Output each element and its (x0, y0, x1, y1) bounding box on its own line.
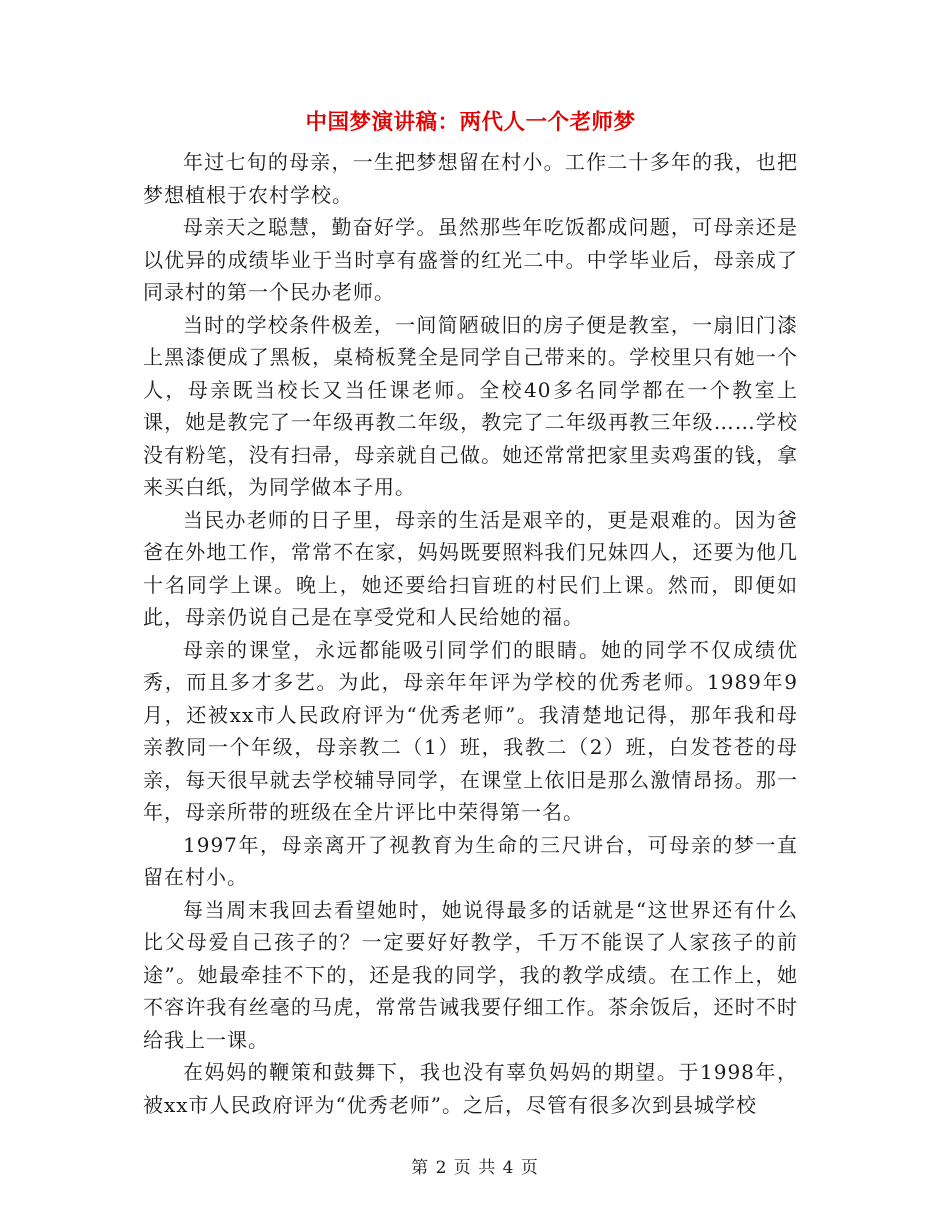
paragraph-3: 当时的学校条件极差，一间简陋破旧的房子便是教室，一扇旧门漆上黑漆便成了黑板，桌椅板凳全是同学自己带来的。学校里只有她一个人，母亲既当校长又当任课老师。全校40多名同学都在一个教室上课，她是教完了一年级再教二年级，教完了二年级再教三年级……学校没有粉笔，没有扫帚，母亲就自己做。她还常常把家里卖鸡蛋的钱，拿来买白纸，为同学做本子用。 (143, 312, 798, 499)
page-number-footer: 第 2 页 共 4 页 (411, 1158, 539, 1178)
document-title: 中国梦演讲稿：两代人一个老师梦 (305, 110, 636, 135)
paragraph-1: 年过七旬的母亲，一生把梦想留在村小。工作二十多年的我，也把梦想植根于农村学校。 (143, 150, 798, 207)
paragraph-6: 1997年，母亲离开了视教育为生命的三尺讲台，可母亲的梦一直留在村小。 (143, 832, 798, 889)
paragraph-7: 每当周末我回去看望她时，她说得最多的话就是“这世界还有什么比父母爱自己孩子的？一定要好好教学，千万不能误了人家孩子的前途”。她最牵挂不下的，还是我的同学，我的教学成绩。在工作上，她不容许我有丝毫的马虎，常常告诫我要仔细工作。茶余饭后，还时不时给我上一课。 (143, 897, 798, 1052)
paragraph-2: 母亲天之聪慧，勤奋好学。虽然那些年吃饭都成问题，可母亲还是以优异的成绩毕业于当时享有盛誉的红光二中。中学毕业后，母亲成了同录村的第一个民办老师。 (143, 215, 798, 304)
paragraph-5: 母亲的课堂，永远都能吸引同学们的眼睛。她的同学不仅成绩优秀，而且多才多艺。为此，母亲年年评为学校的优秀老师。1989年9月，还被xx市人民政府评为“优秀老师”。我清楚地记得，那年我和母亲教同一个年级，母亲教二（1）班，我教二（2）班，白发苍苍的母亲，每天很早就去学校辅导同学，在课堂上依旧是那么激情昂扬。那一年，母亲所带的班级在全片评比中荣得第一名。 (143, 637, 798, 824)
paragraph-8: 在妈妈的鞭策和鼓舞下，我也没有辜负妈妈的期望。于1998年，被xx市人民政府评为“优秀老师”。之后，尽管有很多次到县城学校 (143, 1060, 798, 1117)
paragraph-4: 当民办老师的日子里，母亲的生活是艰辛的，更是艰难的。因为爸爸在外地工作，常常不在家，妈妈既要照料我们兄妹四人，还要为他几十名同学上课。晚上，她还要给扫盲班的村民们上课。然而，即便如此，母亲仍说自己是在享受党和人民给她的福。 (143, 507, 798, 629)
document-page (143, 108, 798, 1121)
